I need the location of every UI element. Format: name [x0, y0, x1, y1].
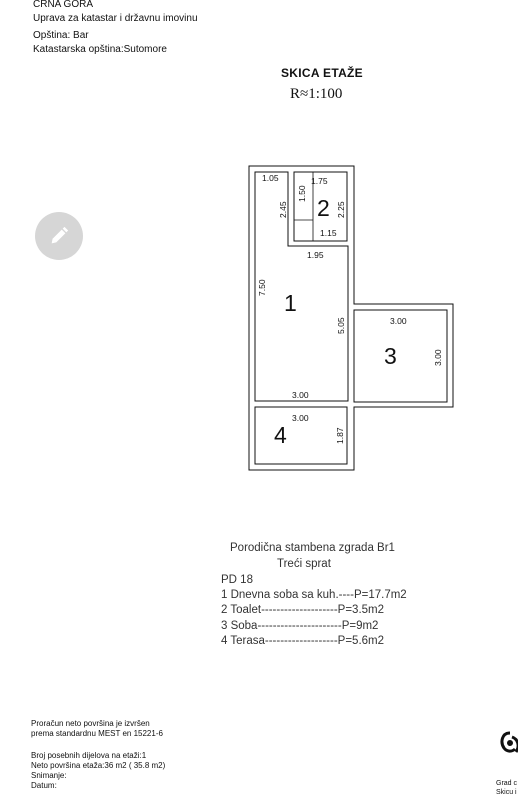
dim-label: 1.50 [297, 185, 307, 202]
dim-label: 1.05 [262, 173, 279, 183]
dim-label: 1.15 [320, 228, 337, 238]
dim-label: 3.00 [390, 316, 407, 326]
header-agency: Uprava za katastar i državnu imovinu [33, 13, 198, 24]
footer-date: Datum: [31, 781, 57, 790]
dim-label: 3.00 [433, 349, 443, 366]
legend-item: 4 Terasa-------------------P=5.6m2 [221, 635, 385, 647]
legend-unit: PD 18 [221, 574, 253, 586]
dim-label: 3.00 [292, 413, 309, 423]
dim-label: 7.50 [257, 279, 267, 296]
footer-standard-line2: prema standardnu MEST en 15221-6 [31, 729, 163, 738]
header-cadastral-municipality: Katastarska opština:Sutomore [33, 44, 167, 55]
dim-label: 2.45 [278, 201, 288, 218]
header-municipality: Opština: Bar [33, 30, 89, 41]
sheet-title: SKICA ETAŽE [281, 66, 363, 80]
footer-standard-line1: Proračun neto površina je izvršen [31, 719, 150, 728]
room-number: 4 [274, 422, 287, 448]
dim-label: 2.25 [336, 201, 346, 218]
footer-net-area: Neto površina etaža:36 m2 ( 35.8 m2) [31, 761, 166, 770]
legend-item: 2 Toalet--------------------P=3.5m2 [221, 604, 385, 616]
room-number: 1 [284, 290, 297, 316]
right-note-line1: Grad c [496, 780, 518, 787]
footer-survey: Snimanje: [31, 771, 67, 780]
sheet-scale: R≈1:100 [290, 86, 343, 102]
footer-unit-count: Broj posebnih dijelova na etaži:1 [31, 751, 147, 760]
room-1-outline [255, 172, 348, 401]
header-country: CRNA GORA [33, 0, 94, 10]
dim-label: 1.75 [311, 176, 328, 186]
dim-label: 1.95 [307, 250, 324, 260]
legend-building: Porodična stambena zgrada Br1 [230, 542, 395, 554]
legend-floor: Treći sprat [277, 558, 331, 570]
dim-label: 5.05 [336, 317, 346, 334]
room-number: 3 [384, 343, 397, 369]
room-number: 2 [317, 195, 330, 221]
seal-logo-icon [498, 730, 518, 760]
dim-label: 1.87 [335, 427, 345, 444]
dim-label: 3.00 [292, 390, 309, 400]
legend-item: 1 Dnevna soba sa kuh.----P=17.7m2 [221, 589, 407, 601]
right-note-line2: Skicu i [496, 789, 517, 796]
legend-item: 3 Soba----------------------P=9m2 [221, 620, 379, 632]
